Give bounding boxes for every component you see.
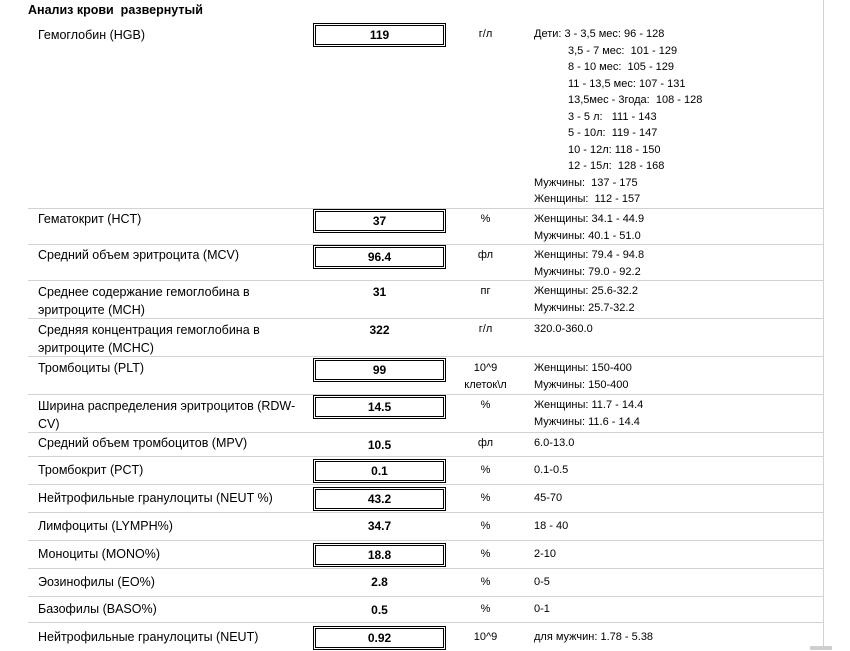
reference-range xyxy=(534,283,824,316)
test-unit: 10^9 xyxy=(473,631,498,643)
page-edge-rule xyxy=(823,0,824,650)
test-name: Среднее содержание гемоглобина в эритроците (MCH) xyxy=(38,285,250,317)
test-name: Средняя концентрация гемоглобина в эритроците (MCHC) xyxy=(38,323,260,355)
test-value: 99 xyxy=(313,358,446,382)
test-name: Базофилы (BASO%) xyxy=(38,602,157,616)
test-unit: г/л xyxy=(478,28,493,40)
table-row xyxy=(28,356,823,395)
test-name: Нейтрофильные гранулоциты (NEUT %) xyxy=(38,491,273,505)
test-value: 14.5 xyxy=(313,395,446,419)
test-name: Гемоглобин (HGB) xyxy=(38,28,146,42)
test-value: 0.5 xyxy=(371,603,388,617)
reference-range xyxy=(534,629,824,646)
ref-line: 3,5 - 7 мес: 101 - 129 xyxy=(568,44,678,57)
test-unit: 10^9 клеток\л xyxy=(464,362,507,391)
ref-line: Женщины: 34.1 - 44.9 xyxy=(534,213,645,225)
ref-line: 12 - 15л: 128 - 168 xyxy=(568,160,665,172)
reference-range xyxy=(534,397,824,430)
test-unit: % xyxy=(480,213,491,225)
test-value: 43.2 xyxy=(313,487,446,511)
ref-line: для мужчин: 1.78 - 5.38 xyxy=(534,631,654,643)
table-row xyxy=(28,622,823,651)
document-title: Анализ крови развернутый xyxy=(28,3,203,17)
reference-range xyxy=(534,435,824,452)
table-row xyxy=(28,568,823,597)
test-name: Средний объем эритроцита (MCV) xyxy=(38,248,240,262)
test-value: 0.1 xyxy=(313,459,446,483)
ref-line: 0-5 xyxy=(534,576,550,588)
reference-range xyxy=(534,490,824,507)
test-name: Ширина распределения эритроцитов (RDW-CV) xyxy=(38,399,296,431)
ref-line: Женщины: 25.6-32.2 xyxy=(534,285,638,297)
ref-line: 0-1 xyxy=(534,603,550,615)
reference-range xyxy=(534,360,824,393)
ref-line: 0.1-0.5 xyxy=(534,464,569,476)
ref-line: 11 - 13,5 мес: 107 - 131 xyxy=(568,77,686,90)
test-unit: г/л xyxy=(478,323,493,335)
test-name: Средний объем тромбоцитов (MPV) xyxy=(38,436,248,450)
table-row xyxy=(28,280,823,319)
ref-line: 3 - 5 л: 111 - 143 xyxy=(568,110,657,123)
test-name: Моноциты (MONO%) xyxy=(38,547,161,561)
test-unit: % xyxy=(480,520,491,532)
ref-line: Мужчины: 150-400 xyxy=(534,378,629,391)
ref-line: Женщины: 150-400 xyxy=(534,362,632,374)
ref-line: 18 - 40 xyxy=(534,520,569,532)
test-unit: % xyxy=(480,603,491,615)
test-name: Тромбокрит (PCT) xyxy=(38,463,144,477)
test-value: 37 xyxy=(313,209,446,233)
ref-line: Дети: 3 - 3,5 мес: 96 - 128 xyxy=(534,28,665,40)
ref-line: 2-10 xyxy=(534,548,557,560)
reference-range xyxy=(534,574,824,591)
ref-line: 6.0-13.0 xyxy=(534,437,575,449)
table-row xyxy=(28,456,823,485)
ref-line: 13,5мес - 3года: 108 - 128 xyxy=(568,94,703,106)
reference-range xyxy=(534,247,824,280)
ref-line: Мужчины: 40.1 - 51.0 xyxy=(534,229,641,242)
reference-range xyxy=(534,462,824,479)
table-row xyxy=(28,484,823,513)
test-name: Эозинофилы (EO%) xyxy=(38,575,155,589)
test-value: 96.4 xyxy=(313,245,446,269)
reference-range xyxy=(534,518,824,535)
reference-range xyxy=(534,211,824,244)
test-value: 34.7 xyxy=(367,519,392,533)
test-unit: % xyxy=(480,548,491,560)
reference-range xyxy=(534,26,824,208)
table-row xyxy=(28,208,823,245)
table-row xyxy=(28,540,823,569)
test-value: 18.8 xyxy=(313,543,446,567)
table-row xyxy=(28,20,823,208)
ref-line: Мужчины: 137 - 175 xyxy=(534,176,638,189)
test-value: 119 xyxy=(313,23,446,47)
table-row xyxy=(28,318,823,357)
test-value: 2.8 xyxy=(371,575,388,589)
ref-line: Мужчины: 11.6 - 14.4 xyxy=(534,415,640,428)
reference-range xyxy=(534,601,824,618)
results-table xyxy=(28,0,823,650)
ref-line: 320.0-360.0 xyxy=(534,323,593,335)
test-unit: фл xyxy=(477,437,494,449)
ref-line: 45-70 xyxy=(534,492,563,504)
ref-line: 5 - 10л: 119 - 147 xyxy=(568,127,658,139)
test-unit: % xyxy=(480,492,491,504)
table-row xyxy=(28,512,823,541)
test-unit: фл xyxy=(477,249,494,261)
ref-line: Женщины: 11.7 - 14.4 xyxy=(534,399,644,411)
table-row xyxy=(28,596,823,623)
test-unit: % xyxy=(480,399,491,411)
page-corner-mark xyxy=(810,646,832,650)
test-value: 0.92 xyxy=(313,626,446,650)
test-unit: % xyxy=(480,576,491,588)
test-unit: % xyxy=(480,464,491,476)
ref-line: Женщины: 79.4 - 94.8 xyxy=(534,249,645,261)
reference-range xyxy=(534,546,824,563)
test-name: Лимфоциты (LYMPH%) xyxy=(38,519,173,533)
table-row xyxy=(28,432,823,457)
ref-line: 10 - 12л: 118 - 150 xyxy=(568,143,661,156)
table-row xyxy=(28,244,823,281)
ref-line: Мужчины: 79.0 - 92.2 xyxy=(534,265,641,278)
test-name: Тромбоциты (PLT) xyxy=(38,361,145,375)
ref-line: Женщины: 112 - 157 xyxy=(534,193,641,205)
reference-range xyxy=(534,321,824,338)
test-unit: пг xyxy=(480,285,491,297)
table-row xyxy=(28,394,823,433)
test-name: Нейтрофильные гранулоциты (NEUT) xyxy=(38,630,259,644)
test-name: Гематокрит (HCT) xyxy=(38,212,142,226)
test-value: 31 xyxy=(372,285,387,299)
ref-line: 8 - 10 мес: 105 - 129 xyxy=(568,61,675,73)
ref-line: Мужчины: 25.7-32.2 xyxy=(534,301,635,314)
test-value: 322 xyxy=(369,323,390,337)
test-value: 10.5 xyxy=(367,438,392,452)
